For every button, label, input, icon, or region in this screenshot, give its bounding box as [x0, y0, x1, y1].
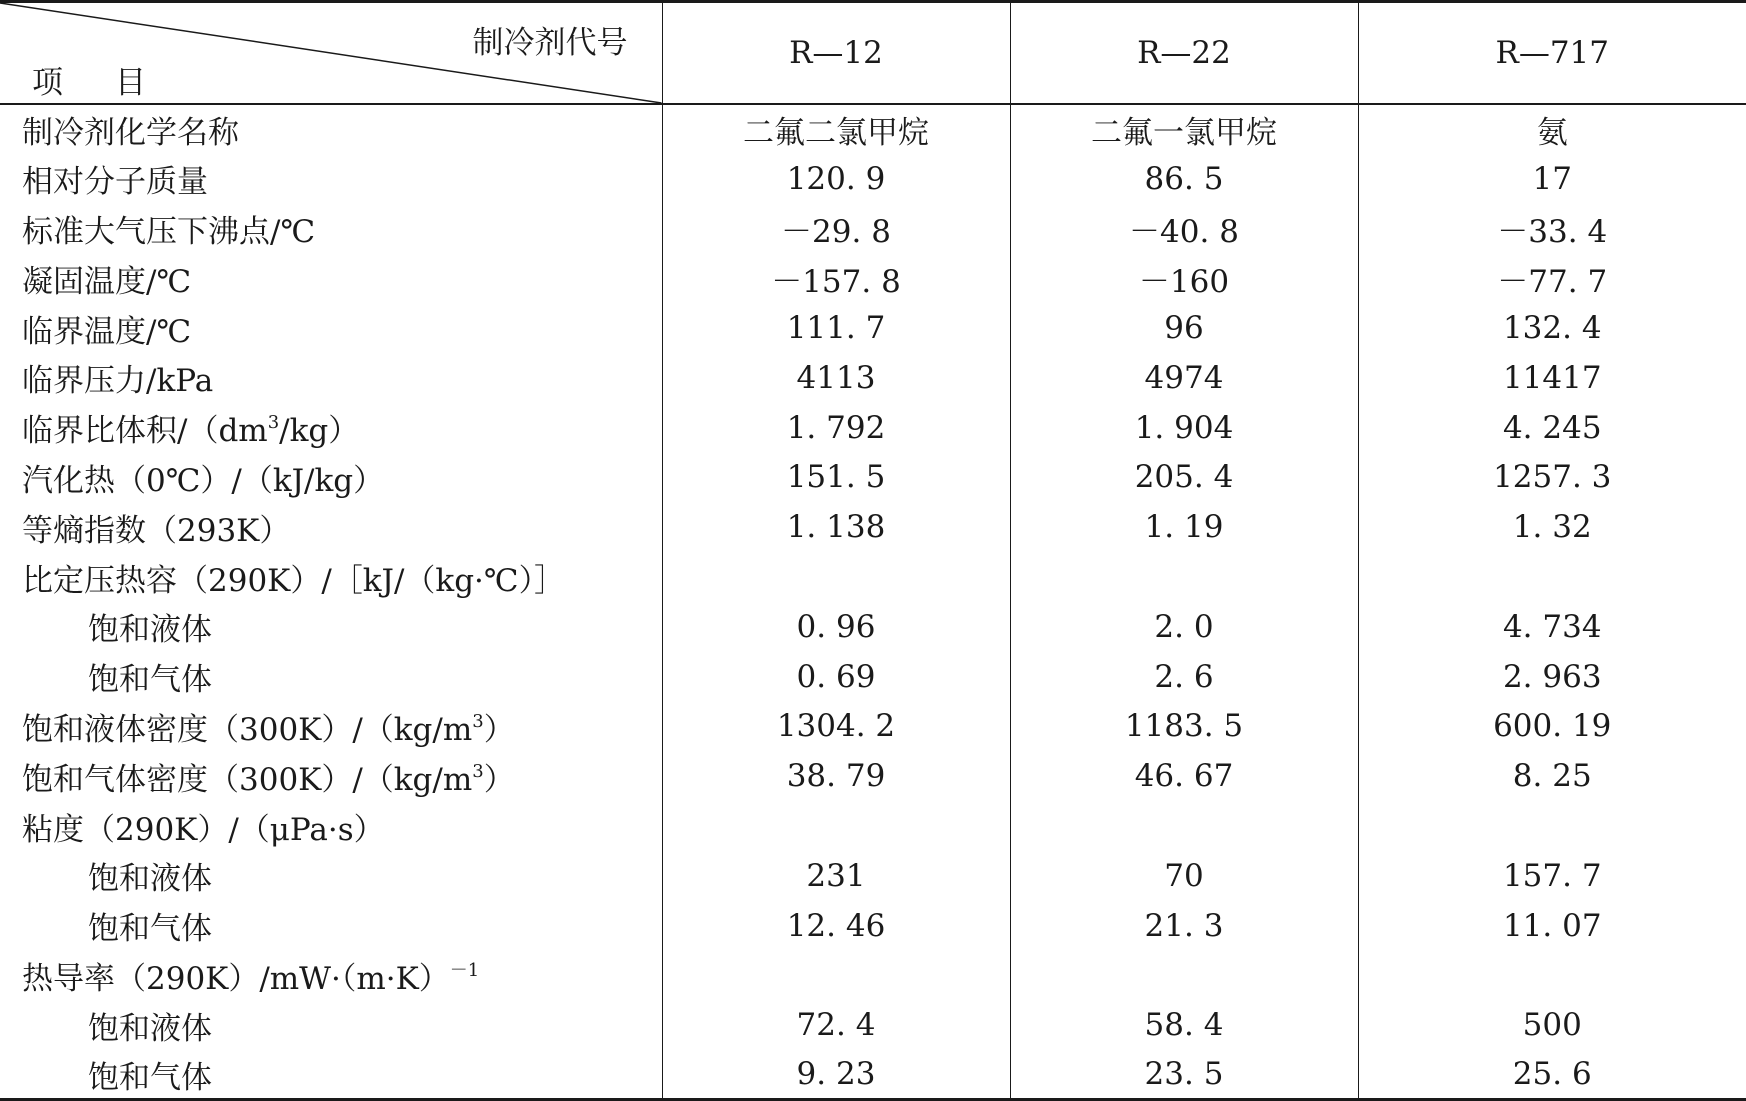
value-r12 — [662, 552, 1010, 602]
value-r717 — [1358, 951, 1746, 1001]
row-label-text: 热导率（290K）/mW·（m·K） — [22, 960, 450, 997]
table-row — [0, 1050, 1746, 1100]
row-label-text: 临界比体积/（dm — [22, 413, 268, 450]
row-label-text: 饱和气体密度（300K）/（kg/m — [22, 761, 473, 798]
row-label-superscript: －1 — [449, 959, 480, 981]
row-label: 汽化热（0℃）/（kJ/kg） — [22, 462, 385, 499]
value-r12: 151. 5 — [662, 453, 1010, 503]
value-r717: 157. 7 — [1358, 851, 1746, 901]
value-r717: 17 — [1358, 154, 1746, 204]
row-label-text: 饱和液体密度（300K）/（kg/m — [22, 711, 473, 748]
value-r12: 1. 792 — [662, 403, 1010, 453]
value-r22: 1. 904 — [1010, 403, 1358, 453]
value-r22: 21. 3 — [1010, 901, 1358, 951]
value-r717: －33. 4 — [1358, 204, 1746, 254]
value-r22: 1183. 5 — [1010, 702, 1358, 752]
value-r22: 二氟一氯甲烷 — [1010, 104, 1358, 154]
table-body — [0, 104, 1746, 1100]
table-row — [0, 502, 1746, 552]
value-r12: －157. 8 — [662, 253, 1010, 303]
table-row — [0, 104, 1746, 154]
value-r22: 4974 — [1010, 353, 1358, 403]
value-r12: 12. 46 — [662, 901, 1010, 951]
row-label — [0, 403, 662, 453]
row-label: 临界温度/℃ — [22, 313, 192, 350]
row-label: 饱和液体 — [88, 1010, 212, 1047]
value-r717: 氨 — [1358, 104, 1746, 154]
table-row — [0, 204, 1746, 254]
value-r22: 46. 67 — [1010, 751, 1358, 801]
table-row — [0, 303, 1746, 353]
value-r22 — [1010, 801, 1358, 851]
row-label-superscript: 3 — [267, 412, 280, 434]
value-r12: 120. 9 — [662, 154, 1010, 204]
value-r717: 4. 245 — [1358, 403, 1746, 453]
row-label: 凝固温度/℃ — [22, 263, 192, 300]
table-row — [0, 602, 1746, 652]
value-r12 — [662, 801, 1010, 851]
value-r717: 1. 32 — [1358, 502, 1746, 552]
row-label-text-suffix: ） — [483, 761, 515, 798]
value-r12: 231 — [662, 851, 1010, 901]
value-r717: 2. 963 — [1358, 652, 1746, 702]
row-label: 等熵指数（293K） — [22, 512, 291, 549]
row-label-text-suffix: ） — [483, 711, 515, 748]
row-label-text-suffix: /kg） — [279, 413, 360, 450]
row-label: 临界压力/kPa — [22, 363, 214, 400]
value-r22: 23. 5 — [1010, 1050, 1358, 1100]
table-row — [0, 453, 1746, 503]
value-r22: 205. 4 — [1010, 453, 1358, 503]
row-label — [0, 702, 662, 752]
table-row — [0, 253, 1746, 303]
table-row — [0, 652, 1746, 702]
row-label: 标准大气压下沸点/℃ — [22, 213, 316, 250]
row-label: 粘度（290K）/（μPa·s） — [22, 811, 385, 848]
value-r12 — [662, 951, 1010, 1001]
value-r12: 111. 7 — [662, 303, 1010, 353]
table-row — [0, 801, 1746, 851]
value-r12: 0. 69 — [662, 652, 1010, 702]
value-r12: 二氟二氯甲烷 — [662, 104, 1010, 154]
row-label-superscript: 3 — [472, 710, 484, 732]
table-row — [0, 901, 1746, 951]
value-r12: 4113 — [662, 353, 1010, 403]
refrigerant-code-label: 制冷剂代号 — [472, 25, 628, 61]
row-label: 饱和气体 — [88, 662, 212, 699]
column-header-r22: R—22 — [1010, 2, 1358, 105]
value-r12: 1. 138 — [662, 502, 1010, 552]
table-row — [0, 154, 1746, 204]
table-row — [0, 951, 1746, 1001]
value-r22: 96 — [1010, 303, 1358, 353]
row-label: 饱和气体 — [0, 1050, 662, 1100]
row-label: 饱和液体 — [88, 861, 212, 898]
row-label: 饱和气体 — [88, 911, 212, 948]
row-label: 制冷剂化学名称 — [22, 114, 239, 151]
diagonal-header-cell — [0, 2, 662, 105]
item-label: 项 目 — [32, 65, 146, 101]
column-header-r12: R—12 — [662, 2, 1010, 105]
value-r717: 11417 — [1358, 353, 1746, 403]
table-row — [0, 1000, 1746, 1050]
column-header-r717: R—717 — [1358, 2, 1746, 105]
value-r22: －160 — [1010, 253, 1358, 303]
row-label — [0, 951, 662, 1001]
table-row — [0, 851, 1746, 901]
value-r12: －29. 8 — [662, 204, 1010, 254]
value-r22: 1. 19 — [1010, 502, 1358, 552]
value-r22: 2. 6 — [1010, 652, 1358, 702]
value-r12: 9. 23 — [662, 1050, 1010, 1100]
value-r717: 600. 19 — [1358, 702, 1746, 752]
value-r22 — [1010, 552, 1358, 602]
value-r717: 1257. 3 — [1358, 453, 1746, 503]
row-label-superscript: 3 — [472, 760, 484, 782]
table-row — [0, 702, 1746, 752]
value-r22: 58. 4 — [1010, 1000, 1358, 1050]
row-label — [0, 751, 662, 801]
table-row — [0, 403, 1746, 453]
header-row — [0, 2, 1746, 105]
value-r717: －77. 7 — [1358, 253, 1746, 303]
row-label: 相对分子质量 — [22, 164, 208, 201]
table-row — [0, 552, 1746, 602]
value-r717: 25. 6 — [1358, 1050, 1746, 1100]
table-row — [0, 751, 1746, 801]
value-r22: －40. 8 — [1010, 204, 1358, 254]
value-r22: 86. 5 — [1010, 154, 1358, 204]
table-row — [0, 353, 1746, 403]
value-r717 — [1358, 552, 1746, 602]
value-r12: 0. 96 — [662, 602, 1010, 652]
value-r12: 1304. 2 — [662, 702, 1010, 752]
value-r717: 132. 4 — [1358, 303, 1746, 353]
row-label: 饱和液体 — [88, 612, 212, 649]
value-r12: 72. 4 — [662, 1000, 1010, 1050]
value-r717: 500 — [1358, 1000, 1746, 1050]
value-r22 — [1010, 951, 1358, 1001]
value-r717: 11. 07 — [1358, 901, 1746, 951]
value-r717: 8. 25 — [1358, 751, 1746, 801]
value-r12: 38. 79 — [662, 751, 1010, 801]
row-label: 比定压热容（290K）/［kJ/（kg·℃）］ — [22, 562, 566, 599]
value-r22: 70 — [1010, 851, 1358, 901]
value-r717: 4. 734 — [1358, 602, 1746, 652]
value-r717 — [1358, 801, 1746, 851]
value-r22: 2. 0 — [1010, 602, 1358, 652]
